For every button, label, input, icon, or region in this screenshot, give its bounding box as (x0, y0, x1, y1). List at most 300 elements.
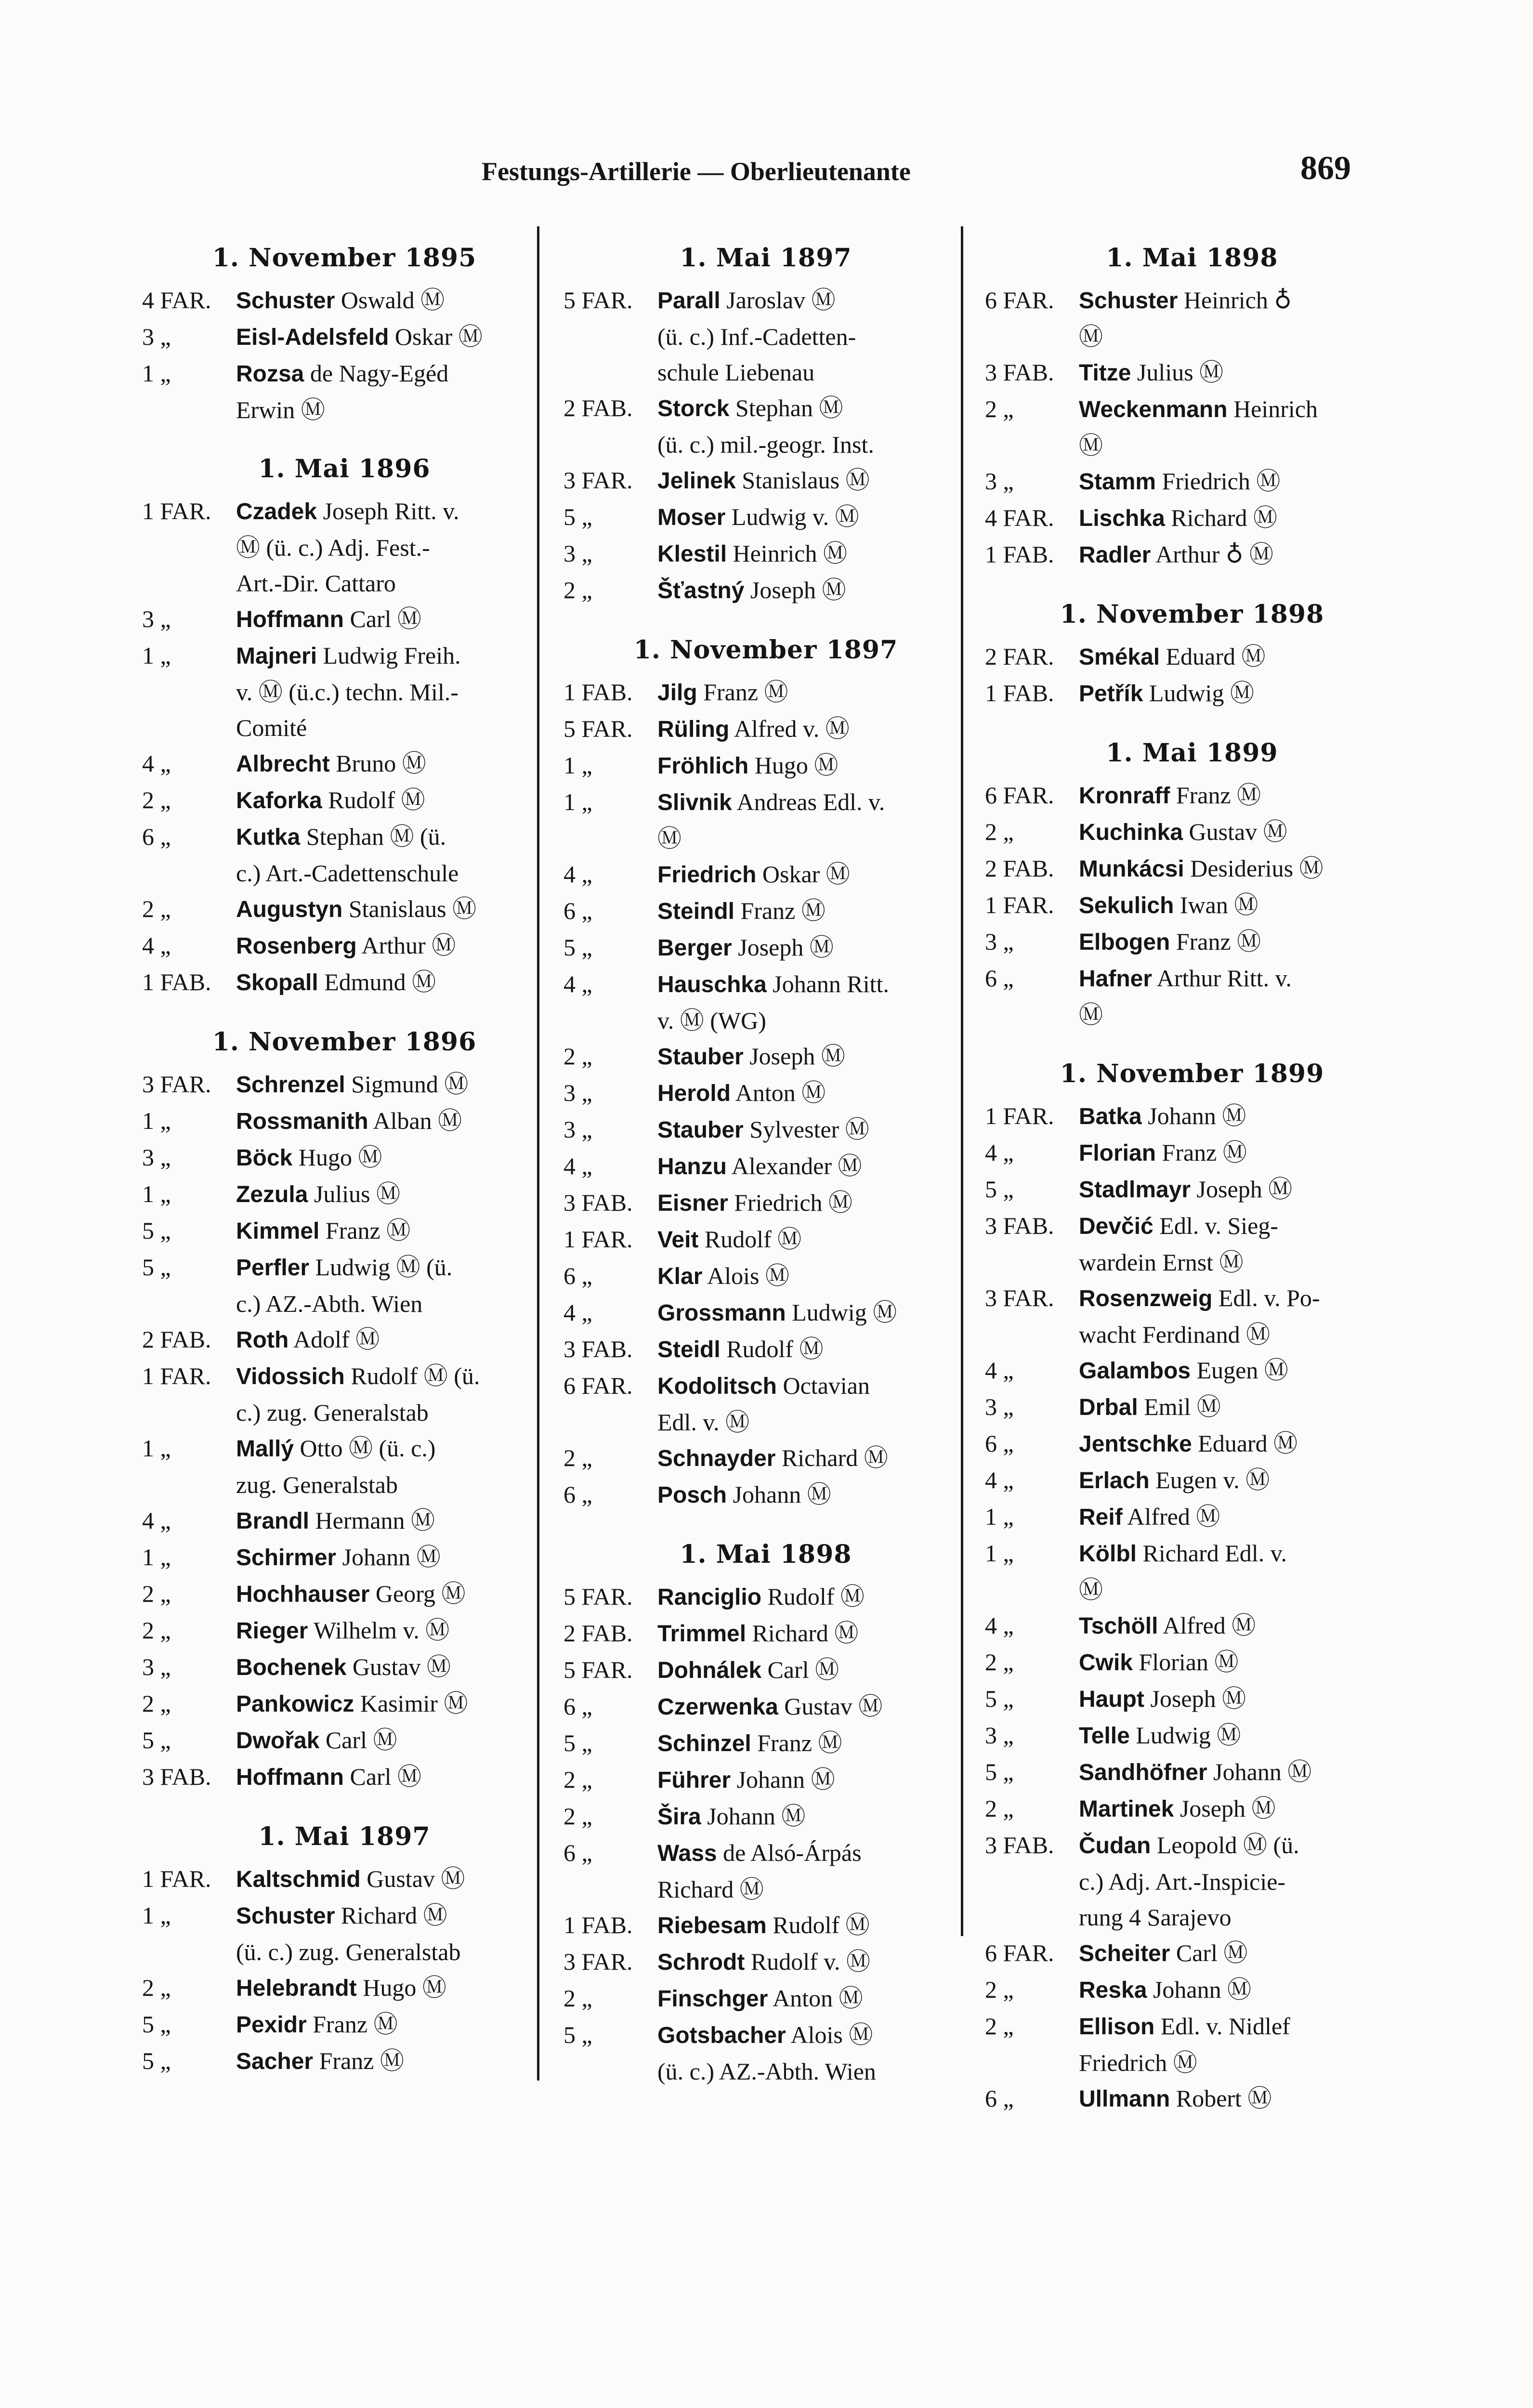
officer-surname: Cwik (1079, 1650, 1133, 1675)
officer-details: Edl. v. Po- wacht Ferdinand Ⓜ (1079, 1284, 1320, 1348)
officer-text (657, 1075, 949, 1112)
officer-entry (142, 1970, 527, 2006)
regiment-rank: 1 „ (985, 1503, 1014, 1530)
officer-details: Johann Ⓜ (701, 1803, 806, 1830)
regiment-rank: 3 „ (985, 468, 1014, 495)
officer-details: Ludwig Ⓜ (ü. c.) AZ.-Abth. Wien (236, 1254, 453, 1317)
regiment-rank: 1 „ (142, 1180, 171, 1207)
officer-entry (563, 1980, 949, 2017)
officer-text (1079, 463, 1380, 500)
officer-details: Hugo Ⓜ (748, 752, 839, 779)
officer-text (1079, 1426, 1380, 1462)
section-heading: 1. Mai 1897 (258, 1822, 431, 1851)
officer-entry (142, 1539, 527, 1576)
officer-details: Joseph Ⓜ (1144, 1685, 1246, 1712)
officer-details: Rudolf Ⓜ (766, 1911, 870, 1938)
officer-details: Rudolf v. Ⓜ (745, 1948, 870, 1975)
officer-text (657, 499, 949, 536)
officer-details: Hugo Ⓜ (356, 1974, 446, 2001)
officer-details: Ludwig Ⓜ (1143, 680, 1254, 707)
officer-entry (142, 1503, 527, 1539)
regiment-rank: 5 „ (142, 2047, 171, 2074)
officer-surname: Posch (657, 1482, 727, 1508)
officer-details: Florian Ⓜ (1133, 1649, 1239, 1675)
regiment-rank: 1 FAR. (142, 497, 211, 524)
officer-entry (563, 1295, 949, 1331)
officer-details: Joseph Ⓜ (744, 576, 846, 603)
officer-text (236, 1576, 527, 1612)
officer-details: Joseph Ⓜ (1191, 1176, 1293, 1203)
regiment-rank: 1 FAR. (985, 1102, 1054, 1129)
officer-details: Gustav Ⓜ (778, 1693, 883, 1720)
regiment-rank: 6 „ (142, 823, 171, 850)
officer-surname: Moser (657, 505, 726, 530)
officer-text (657, 1688, 949, 1725)
officer-surname: Schuster (236, 288, 335, 314)
officer-entry (563, 2017, 949, 2089)
officer-details: Julius Ⓜ (308, 1180, 401, 1207)
officer-surname: Roth (236, 1327, 289, 1353)
officer-entry (142, 319, 527, 355)
officer-text (236, 282, 527, 319)
officer-surname: Titze (1079, 360, 1131, 386)
officer-entry (142, 1213, 527, 1249)
regiment-rank: 3 „ (563, 1079, 592, 1106)
regiment-rank: 6 FAR. (985, 1939, 1054, 1966)
officer-text (1079, 1535, 1380, 1608)
regiment-rank: 2 „ (985, 818, 1014, 845)
regiment-rank: 3 „ (142, 323, 171, 350)
officer-entry (563, 856, 949, 893)
officer-surname: Batka (1079, 1104, 1142, 1129)
officer-text (657, 1368, 949, 1440)
officer-entry (985, 1827, 1380, 1935)
regiment-rank: 6 „ (563, 1839, 592, 1866)
officer-surname: Mallý (236, 1436, 294, 1462)
officer-surname: Telle (1079, 1723, 1130, 1749)
regiment-rank: 5 „ (142, 2011, 171, 2038)
officer-details: Johann Ⓜ (1141, 1102, 1246, 1129)
regiment-rank: 4 „ (563, 1299, 592, 1326)
officer-surname: Reif (1079, 1505, 1123, 1530)
regiment-rank: 4 „ (985, 1612, 1014, 1639)
officer-details: Arthur Ritt. v. Ⓜ (1079, 965, 1292, 1028)
officer-text (1079, 924, 1380, 960)
officer-text (236, 1358, 527, 1430)
regiment-rank: 2 „ (142, 895, 171, 922)
officer-details: Kasimir Ⓜ (354, 1690, 468, 1717)
regiment-rank: 2 „ (985, 1649, 1014, 1675)
regiment-rank: 3 „ (142, 1144, 171, 1171)
officer-text (236, 638, 527, 746)
officer-text (236, 1213, 527, 1249)
officer-details: Carl Ⓜ (343, 605, 422, 632)
officer-surname: Führer (657, 1767, 731, 1793)
regiment-rank: 1 „ (142, 1902, 171, 1929)
officer-text (236, 1322, 527, 1358)
officer-entry (142, 1358, 527, 1430)
officer-text (657, 572, 949, 609)
regiment-rank: 1 FAB. (563, 1911, 633, 1938)
regiment-rank: 6 „ (563, 1262, 592, 1289)
officer-surname: Martinek (1079, 1796, 1174, 1822)
officer-surname: Stamm (1079, 469, 1156, 495)
section-heading: 1. November 1895 (212, 243, 477, 273)
officer-details: Eduard Ⓜ (1192, 1430, 1298, 1457)
officer-surname: Scheiter (1079, 1941, 1170, 1966)
officer-text (1079, 2081, 1380, 2117)
officer-details: Octavian Edl. v. Ⓜ (657, 1372, 870, 1436)
officer-entry (142, 2006, 527, 2043)
regiment-rank: 5 „ (563, 1729, 592, 1756)
officer-entry (563, 1368, 949, 1440)
officer-text (236, 1898, 527, 1970)
regiment-rank: 3 FAR. (563, 467, 633, 494)
officer-text (657, 784, 949, 856)
officer-entry (985, 1098, 1380, 1135)
officer-details: Franz Ⓜ (734, 897, 825, 924)
officer-surname: Sekulich (1079, 893, 1174, 918)
regiment-rank: 2 „ (142, 1974, 171, 2001)
officer-text (1079, 1972, 1380, 2008)
regiment-rank: 3 FAB. (985, 1212, 1054, 1239)
column-3 (985, 241, 1380, 2117)
officer-surname: Ranciglio (657, 1584, 762, 1610)
officer-text (236, 355, 527, 428)
regiment-rank: 4 „ (142, 1507, 171, 1534)
officer-text (236, 1759, 527, 1795)
officer-surname: Vidossich (236, 1364, 345, 1389)
regiment-rank: 2 „ (563, 1985, 592, 2012)
officer-details: Adolf Ⓜ (288, 1326, 380, 1353)
officer-surname: Storck (657, 396, 730, 421)
officer-details: Alois Ⓜ (702, 1262, 789, 1289)
page-title: Festungs-Artillerie — Oberlieutenante (482, 157, 911, 186)
date-section (985, 736, 1380, 1033)
officer-details: Arthur ♁ Ⓜ (1151, 541, 1274, 568)
officer-text (236, 891, 527, 928)
officer-entry (985, 1754, 1380, 1791)
officer-details: Stephan Ⓜ (ü. c.) mil.-geogr. Inst. (657, 394, 874, 458)
regiment-rank: 3 FAB. (985, 1832, 1054, 1858)
officer-surname: Slivnik (657, 790, 732, 815)
officer-text (657, 893, 949, 929)
officer-entry (985, 1935, 1380, 1972)
officer-details: Eugen v. Ⓜ (1149, 1466, 1270, 1493)
officer-entry (142, 2043, 527, 2080)
date-section (563, 1537, 949, 2089)
officer-surname: Berger (657, 935, 732, 961)
officer-text (1079, 675, 1380, 712)
regiment-rank: 6 FAR. (985, 782, 1054, 809)
officer-surname: Stauber (657, 1117, 744, 1143)
officer-details: Arthur Ⓜ (356, 932, 456, 959)
officer-details: Gustav Ⓜ (346, 1653, 451, 1680)
officer-surname: Hoffmann (236, 607, 344, 632)
officer-entry (142, 964, 527, 1001)
officer-text (1079, 639, 1380, 675)
officer-details: Leopold Ⓜ (ü. c.) Adj. Art.-Inspicie- rung 4 Sarajevo (1079, 1832, 1299, 1931)
officer-text (1079, 887, 1380, 924)
regiment-rank: 3 „ (142, 1653, 171, 1680)
officer-text (236, 1970, 527, 2006)
officer-entry (142, 1898, 527, 1970)
officer-entry (985, 2081, 1380, 2117)
officer-entry (563, 1185, 949, 1221)
officer-details: Carl Ⓜ (319, 1727, 397, 1754)
officer-entry (985, 1608, 1380, 1644)
officer-details: Johann Ⓜ (336, 1544, 441, 1570)
officer-entry (985, 639, 1380, 675)
officer-entry (985, 1717, 1380, 1754)
officer-entry (142, 1722, 527, 1759)
officer-surname: Jentschke (1079, 1431, 1192, 1457)
officer-entry (563, 674, 949, 711)
officer-entry (985, 675, 1380, 712)
officer-entry (985, 354, 1380, 391)
officer-entry (563, 1331, 949, 1368)
officer-text (236, 746, 527, 782)
officer-text (236, 2006, 527, 2043)
officer-text (1079, 537, 1380, 573)
officer-entry (142, 1322, 527, 1358)
officer-entry (985, 814, 1380, 851)
officer-details: Andreas Edl. v. Ⓜ (657, 788, 885, 852)
officer-details: Alfred Ⓜ (1122, 1503, 1220, 1530)
officer-text (236, 601, 527, 638)
officer-text (1079, 354, 1380, 391)
officer-details: Edl. v. Sieg- wardein Ernst Ⓜ (1079, 1212, 1279, 1276)
officer-surname: Rieger (236, 1618, 308, 1644)
officer-text (657, 1907, 949, 1944)
officer-text (1079, 1827, 1380, 1935)
officer-text (1079, 1935, 1380, 1972)
officer-details: Alfred v. Ⓜ (729, 715, 850, 742)
officer-text (236, 1539, 527, 1576)
officer-surname: Schrenzel (236, 1072, 345, 1098)
officer-surname: Friedrich (657, 862, 757, 888)
officer-details: Ludwig Ⓜ (1129, 1722, 1241, 1749)
regiment-rank: 5 „ (985, 1685, 1014, 1712)
officer-surname: Jilg (657, 680, 697, 706)
officer-surname: Elbogen (1079, 929, 1170, 955)
date-section (985, 1057, 1380, 2117)
officer-details: Eugen Ⓜ (1191, 1357, 1288, 1384)
officer-text (236, 1612, 527, 1649)
officer-details: Robert Ⓜ (1170, 2085, 1272, 2112)
officer-entry (563, 1579, 949, 1615)
regiment-rank: 2 „ (142, 786, 171, 813)
regiment-rank: 3 „ (563, 540, 592, 567)
regiment-rank: 2 „ (985, 395, 1014, 422)
officer-entry (985, 1499, 1380, 1535)
date-section (563, 241, 949, 609)
officer-text (1079, 1791, 1380, 1827)
officer-details: Ludwig v. Ⓜ (725, 503, 859, 530)
officer-surname: Jelinek (657, 468, 736, 494)
officer-details: Joseph Ⓜ (732, 934, 834, 961)
officer-entry (563, 462, 949, 499)
officer-surname: Tschöll (1079, 1613, 1158, 1639)
regiment-rank: 1 FAR. (985, 891, 1054, 918)
officer-surname: Drbal (1079, 1395, 1138, 1420)
officer-text (236, 1066, 527, 1103)
officer-surname: Bochenek (236, 1655, 347, 1680)
officer-text (657, 1258, 949, 1295)
officer-surname: Fröhlich (657, 753, 749, 779)
officer-text (657, 1185, 949, 1221)
officer-entry (563, 711, 949, 747)
regiment-rank: 1 „ (142, 360, 171, 387)
officer-entry (563, 1762, 949, 1798)
officer-surname: Pankowicz (236, 1691, 354, 1717)
officer-text (657, 536, 949, 572)
officer-details: Hermann Ⓜ (309, 1507, 435, 1534)
officer-text (657, 1440, 949, 1477)
officer-entry (563, 1725, 949, 1762)
regiment-rank: 2 FAB. (563, 394, 633, 421)
officer-surname: Eisl-Adelsfeld (236, 325, 389, 350)
officer-surname: Klestil (657, 541, 727, 567)
officer-entry (142, 1686, 527, 1722)
officer-surname: Lischka (1079, 506, 1165, 531)
officer-text (1079, 391, 1380, 463)
officer-text (1079, 851, 1380, 887)
officer-details: Carl Ⓜ (1170, 1939, 1248, 1966)
officer-entry (563, 893, 949, 929)
officer-entry (563, 1112, 949, 1148)
officer-details: Joseph Ritt. v. Ⓜ (ü. c.) Adj. Fest.- Art.-Dir. Cattaro (236, 497, 459, 597)
officer-text (1079, 1681, 1380, 1717)
officer-details: Desiderius Ⓜ (1184, 855, 1323, 882)
regiment-rank: 6 FAR. (563, 1372, 633, 1399)
officer-entry (563, 1440, 949, 1477)
officer-details: Carl Ⓜ (761, 1656, 839, 1683)
regiment-rank: 1 „ (563, 752, 592, 779)
officer-text (657, 929, 949, 966)
officer-details: Sylvester Ⓜ (743, 1116, 869, 1143)
regiment-rank: 5 „ (985, 1176, 1014, 1203)
regiment-rank: 3 FAR. (563, 1948, 633, 1975)
officer-details: Anton Ⓜ (731, 1079, 826, 1106)
officer-text (657, 1944, 949, 1980)
officer-entry (563, 966, 949, 1038)
officer-surname: Kutka (236, 824, 301, 850)
officer-entry (563, 390, 949, 462)
regiment-rank: 6 „ (563, 1481, 592, 1508)
officer-entry (563, 572, 949, 609)
regiment-rank: 4 „ (563, 1152, 592, 1179)
officer-entry (985, 1135, 1380, 1171)
officer-text (1079, 282, 1380, 354)
officer-text (236, 1176, 527, 1213)
officer-details: Iwan Ⓜ (1174, 891, 1258, 918)
officer-entry (142, 1066, 527, 1103)
regiment-rank: 5 FAR. (563, 287, 633, 314)
officer-text (1079, 1098, 1380, 1135)
officer-entry (985, 1791, 1380, 1827)
regiment-rank: 5 „ (142, 1727, 171, 1754)
officer-surname: Wass (657, 1841, 717, 1866)
officer-surname: Florian (1079, 1140, 1156, 1166)
regiment-rank: 3 FAR. (142, 1071, 211, 1098)
column-2 (563, 241, 949, 2089)
officer-surname: Brandl (236, 1508, 310, 1534)
regiment-rank: 1 FAR. (563, 1226, 633, 1253)
officer-entry (142, 746, 527, 782)
regiment-rank: 1 FAB. (985, 541, 1054, 568)
officer-text (657, 711, 949, 747)
section-heading: 1. Mai 1898 (1106, 243, 1278, 273)
officer-details: Otto Ⓜ (ü. c.) zug. Generalstab (236, 1435, 436, 1498)
regiment-rank: 1 FAB. (142, 968, 211, 995)
regiment-rank: 2 „ (563, 1803, 592, 1830)
officer-surname: Czerwenka (657, 1694, 778, 1720)
officer-entry (563, 1835, 949, 1907)
officer-surname: Augustyn (236, 897, 343, 922)
regiment-rank: 5 FAR. (563, 715, 633, 742)
officer-surname: Schinzel (657, 1731, 751, 1756)
date-section (985, 597, 1380, 712)
officer-text (1079, 500, 1380, 537)
officer-surname: Sacher (236, 2049, 314, 2074)
officer-surname: Kimmel (236, 1218, 320, 1244)
regiment-rank: 1 FAB. (563, 679, 633, 706)
officer-text (657, 1835, 949, 1907)
officer-entry (985, 1352, 1380, 1389)
officer-text (1079, 1717, 1380, 1754)
officer-text (236, 964, 527, 1001)
regiment-rank: 1 „ (142, 1435, 171, 1462)
officer-details: Joseph Ⓜ (1174, 1795, 1276, 1822)
officer-surname: Kaforka (236, 788, 322, 813)
officer-details: Friedrich Ⓜ (728, 1189, 853, 1216)
officer-details: Emil Ⓜ (1138, 1393, 1221, 1420)
officer-text (657, 1725, 949, 1762)
officer-text (1079, 2008, 1380, 2081)
officer-text (657, 1112, 949, 1148)
officer-text (657, 390, 949, 462)
regiment-rank: 2 „ (142, 1617, 171, 1644)
officer-entry (563, 1688, 949, 1725)
officer-surname: Rosenberg (236, 933, 357, 959)
officer-entry (985, 1462, 1380, 1499)
regiment-rank: 4 FAR. (142, 287, 211, 314)
officer-text (236, 928, 527, 964)
regiment-rank: 2 FAR. (985, 643, 1054, 670)
officer-entry (563, 1477, 949, 1513)
regiment-rank: 3 „ (985, 928, 1014, 955)
officer-surname: Rüling (657, 717, 730, 742)
officer-entry (142, 1576, 527, 1612)
officer-details: Franz Ⓜ (306, 2011, 398, 2038)
officer-entry (142, 601, 527, 638)
officer-surname: Dwořak (236, 1728, 320, 1754)
officer-surname: Schrodt (657, 1950, 745, 1975)
officer-entry (985, 777, 1380, 814)
officer-text (657, 1148, 949, 1185)
officer-entry (563, 1148, 949, 1185)
officer-surname: Šira (657, 1804, 701, 1830)
officer-details: Rudolf Ⓜ (720, 1335, 824, 1362)
regiment-rank: 3 FAB. (563, 1189, 633, 1216)
officer-details: Alexander Ⓜ (727, 1152, 862, 1179)
officer-surname: Čudan (1079, 1833, 1151, 1858)
regiment-rank: 2 „ (985, 1976, 1014, 2003)
regiment-rank: 6 „ (985, 2085, 1014, 2112)
officer-entry (563, 1075, 949, 1112)
officer-text (236, 319, 527, 355)
